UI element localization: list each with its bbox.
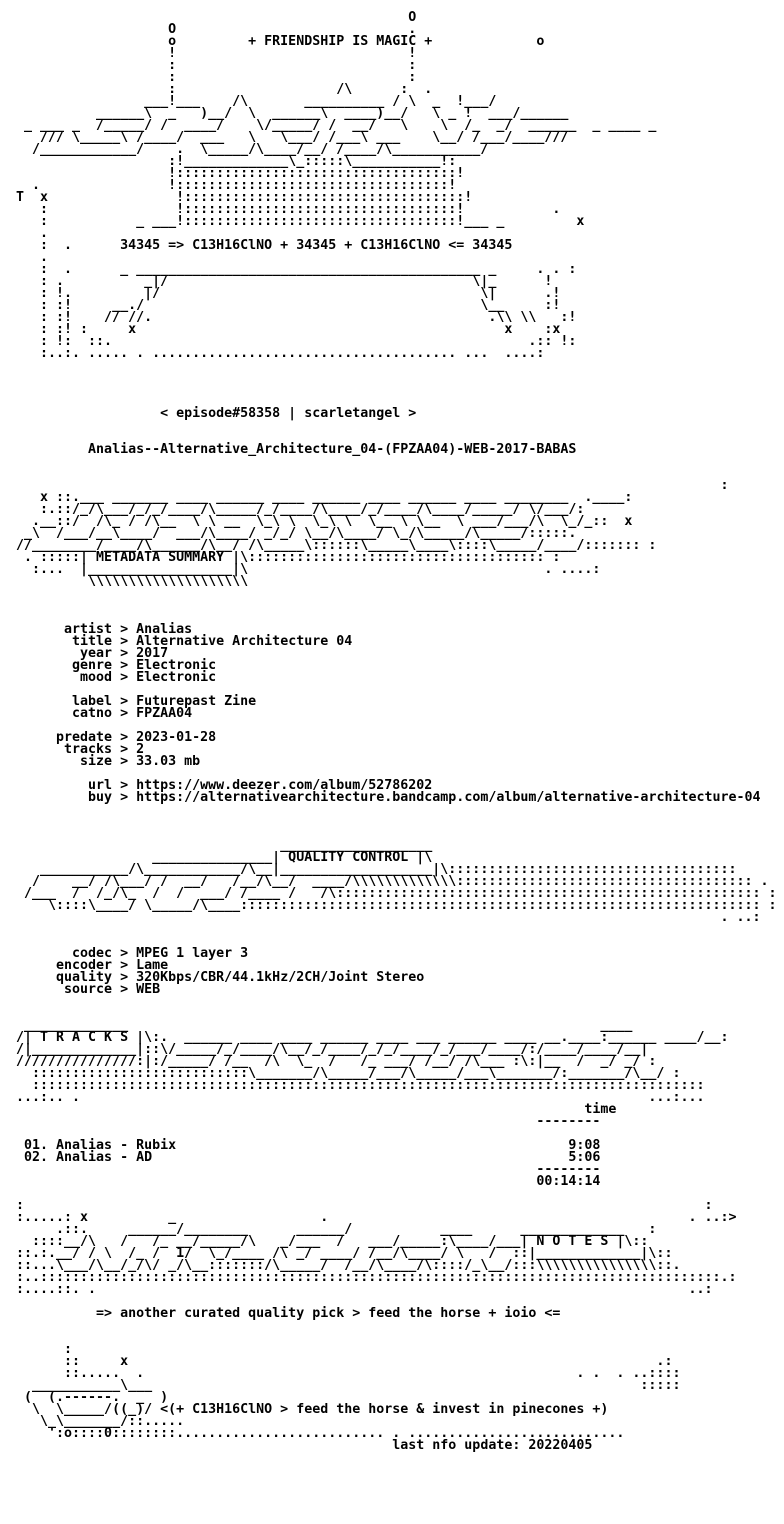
header-art-line: !:::::::::::::::::::::::::::::::::::! — [16, 166, 465, 181]
metadata-row — [16, 708, 777, 720]
metadata-row — [16, 672, 777, 684]
footer-art-line: ___________\___ ::::: — [16, 1378, 681, 1393]
track-row: 01. Analias - Rubix 9:08 — [16, 1138, 601, 1153]
header-art-line: . !::::::::::::::::::::::::::::::::::! — [16, 178, 457, 193]
notes-art-line: : : — [16, 1198, 713, 1213]
quality-art-line: _______________| QUALITY CONTROL |\ — [16, 850, 433, 865]
quality-art-line: / __/ /\___/ / __/ /__/\__/ ____/\\\\\\\\\\\\\::::::::::::::::::::::::::::::::::::: . — [16, 874, 769, 889]
metadata-row-key: mood > — [16, 670, 137, 685]
quality-row-key: source > — [16, 982, 137, 997]
tracks-divider: -------- — [16, 1162, 601, 1177]
header-art-line: : . _|/ \|_ ! — [16, 274, 553, 289]
metadata-art-line: x ::.___ _______ ____ ______ ____ ______ ____ ______ ____ ________ .____: — [16, 490, 633, 505]
metadata-row-key: title > — [16, 634, 137, 649]
metadata-row-key: artist > — [16, 622, 137, 637]
blank-line — [16, 816, 777, 828]
notes-art-line: ::.:.__/ / \ /_ / 1/ \_/____ /\ _/ ____/ /__/\____/ \ / ::|_____________|\:: — [16, 1246, 673, 1261]
header-art-line: ! ! — [16, 46, 417, 61]
metadata-title: . :::::| METADATA SUMMARY |\::::::::::::::::::::::::::::::::::::: : — [16, 550, 561, 565]
notes-art-line: :.....: x _ . . ..:> — [16, 1210, 737, 1225]
header-art-line: : /\ : . — [16, 82, 433, 97]
release-header: < episode#58358 | scarletangel > — [16, 406, 417, 421]
footer-art-line: \_\_______/::..... — [16, 1414, 185, 1429]
metadata-row-key: genre > — [16, 658, 137, 673]
blank-line — [16, 456, 777, 468]
metadata-row-value: Electronic — [136, 658, 217, 673]
footer-art-line: ':o::::0::::::::.......................... . ........................... — [16, 1426, 625, 1441]
quality-art-line: \::::\____/ \_____/\____::::::::::::::::::::::::::::::::::::::::::::::::::::::::::::::::: : — [16, 898, 777, 913]
notes-art-line: ::::__/\ / /_ __/_____/\ _/___ / ___/_____:\____/___| N O T E S |\:: — [16, 1234, 649, 1249]
metadata-row-key: catno > — [16, 706, 137, 721]
notes-art-line: :..:::::::::::::::::::::::::::::::::::::::::::::::::::::::::::::::::::::::::::::::::::::.: — [16, 1270, 737, 1285]
metadata-row-key: buy > — [16, 790, 137, 805]
release-name: Analias--Alternative_Architecture_04-(FPZAA04)-WEB-2017-BABAS — [16, 442, 577, 457]
metadata-art-line: \\\\\\\\\\\\\\\\\\\\ — [16, 574, 249, 589]
quality-row-value: Lame — [136, 958, 169, 973]
notes-text: => another curated quality pick > feed the horse + ioio <= — [16, 1306, 561, 1321]
quality-row-key: quality > — [16, 970, 137, 985]
quality-row-key: encoder > — [16, 958, 137, 973]
blank-line — [16, 588, 777, 600]
header-art-line: : . _ ___________________________________________ _ . . : — [16, 262, 577, 277]
header-art-line: ___!___ /\ __________ / \ _ !___/ — [16, 94, 497, 109]
header-art-line: : !: ::. .:: !: — [16, 334, 577, 349]
footer-art-line: ::..... . . . . ..:::: — [16, 1366, 681, 1381]
header-art-line: : : — [16, 58, 417, 73]
header-art-line: : :! // //. .\\ \\ :! — [16, 310, 577, 325]
nfo-document — [16, 12, 777, 1452]
quality-row-value: 320Kbps/CBR/44.1kHz/2CH/Joint Stereo — [136, 970, 425, 985]
blank-line — [16, 420, 777, 432]
tracks-art-line: ...:.. . ...:... — [16, 1090, 705, 1105]
header-art-line: ______\ _ )__/ \ ______\ ____)__/ \ _ ! ___/______ — [16, 106, 569, 121]
metadata-row-value: 2017 — [136, 646, 169, 661]
notes-art-line: :....::. . ..: — [16, 1282, 713, 1297]
blank-line — [16, 924, 777, 936]
quality-row — [16, 984, 777, 996]
tracks-art-line: _____________ ____ — [16, 1018, 633, 1033]
notes-art-line: ::...\___/\__/_/\/ _/\__:::::::/\_____/ /__/\____/\::::/_\__/:::\\\\\\\\\\\\\\\::. — [16, 1258, 681, 1273]
metadata-row-value: FPZAA04 — [136, 706, 193, 721]
last-update: last nfo update: 20220405 — [16, 1438, 593, 1453]
metadata-row-value: 2023-01-28 — [136, 730, 217, 745]
blank-line — [16, 1332, 777, 1344]
header-art-line: O — [16, 10, 417, 25]
quality-art-line: ___________/\____________/\__|___________________|\:::::::::::::::::::::::::::::::::::: — [16, 862, 737, 877]
blank-line — [16, 1320, 777, 1332]
footer-art-line: :: x .: — [16, 1354, 673, 1369]
metadata-row-value: Alternative Architecture 04 — [136, 634, 353, 649]
tracks-divider: -------- — [16, 1114, 601, 1129]
tracks-time-label: time — [16, 1102, 617, 1117]
tracks-art-line: /| T R A C K S |\:. ______ ____ ____ ______ ____ ___ ______ ____ __.____:______ ____/__: — [16, 1030, 729, 1045]
metadata-row-value: 33.03 mb — [136, 754, 201, 769]
metadata-row-key: size > — [16, 754, 137, 769]
header-art-line: o + FRIENDSHIP IS MAGIC + o — [16, 34, 545, 49]
quality-art-line: ___________________ — [16, 838, 433, 853]
metadata-art-line: :.::/_/\___/_/_/____/\_____/_/____/\____/_/____/\____/_____/ \/___/: — [16, 502, 585, 517]
metadata-row-key: label > — [16, 694, 137, 709]
header-art-line: : :! __./ \__ :! — [16, 298, 561, 313]
quality-row-key: codec > — [16, 946, 137, 961]
quality-row-value: WEB — [136, 982, 161, 997]
header-art-line: :!_____________\_:::::\___________!: — [16, 154, 457, 169]
tracks-art-line: ///////////////:|:/_____/ /__ /\ \_ / /_ ___/ /__/ /\___ :\:|__ / _/ _/ : — [16, 1054, 657, 1069]
metadata-row-key: year > — [16, 646, 137, 661]
footer-art-line: \ \_____/((_)/ <(+ C13H16ClNO > feed the horse & invest in pinecones +) — [16, 1402, 609, 1417]
metadata-row — [16, 792, 777, 804]
metadata-row-key: tracks > — [16, 742, 137, 757]
header-art-line: . — [16, 226, 49, 241]
header-art-line: : !::::::::::::::::::::::::::::::::::! . — [16, 202, 561, 217]
header-art-line: : :! : x x :x — [16, 322, 561, 337]
metadata-row-key: url > — [16, 778, 137, 793]
header-art-line: : : — [16, 70, 417, 85]
metadata-art-line: :... |__________________|\ . ....: — [16, 562, 601, 577]
header-art-line: T x !:::::::::::::::::::::::::::::::::::! — [16, 190, 473, 205]
track-row: 02. Analias - AD 5:06 — [16, 1150, 601, 1165]
header-art-line: : . 34345 => C13H16ClNO + 34345 + C13H16ClNO <= 34345 — [16, 238, 513, 253]
quality-art-line: /___ / /_/\_ / / ___/ /____ / /\::::::::::::::::::::::::::::::::::::::::::::::::::::: : — [16, 886, 777, 901]
metadata-row-value: Electronic — [136, 670, 217, 685]
header-art-line: : !. |/ \| .! — [16, 286, 561, 301]
metadata-art-line: .__::/ /\_ / /\__ \ \ __ \_\ \ \_\ \ \__ \ \__ \ ___/___/\ \_/_:: x — [16, 514, 633, 529]
metadata-row-value: 2 — [136, 742, 145, 757]
header-art-line: : _ ___!::::::::::::::::::::::::::::::::::!___ _ x — [16, 214, 585, 229]
footer-art-line: ( (.------. _ ) — [16, 1390, 169, 1405]
blank-line — [16, 600, 777, 612]
metadata-art-line: : — [16, 478, 729, 493]
metadata-row-value: https://www.deezer.com/album/52786202 — [136, 778, 433, 793]
tracks-art-line: :::::::::::::::::::::::::::::::::::::::::::::::::::::::::::::::::::::::::::::::::::: — [16, 1078, 705, 1093]
header-art-line: /// \_____\ /____/ ___ \ \___/ /___\ ___ \__/ /___/____/// — [16, 130, 569, 145]
header-art-line: O . — [16, 22, 417, 37]
tracks-art-line: :::::::::::::::::::::::::::\_______/\_____/___/\_____/___\_______/:_______/\__/ : — [16, 1066, 681, 1081]
blank-line — [16, 360, 777, 372]
blank-line — [16, 804, 777, 816]
metadata-row — [16, 756, 777, 768]
metadata-row-value: Futurepast Zine — [136, 694, 257, 709]
metadata-row-key: predate > — [16, 730, 137, 745]
blank-line — [16, 384, 777, 396]
footer-art-line: : — [16, 1342, 73, 1357]
quality-row-value: MPEG 1 layer 3 — [136, 946, 249, 961]
metadata-row-value: Analias — [136, 622, 193, 637]
header-art-line: _ ___ _ /_____/ / ____/ \/_____/ / __/ \ \ /_ _/ ______ _ ____ _ — [16, 118, 657, 133]
metadata-art-line: //________/____/\______/\__/ /\_____\::::::\_____\____\::::\_____/____/::::::: : — [16, 538, 657, 553]
notes-art-line: .::. ______/________ ______/ ____ _____________ : — [16, 1222, 657, 1237]
header-art-line: . — [16, 250, 49, 265]
tracks-total: 00:14:14 — [16, 1174, 601, 1189]
quality-art-line: . ..: — [16, 910, 761, 925]
header-art-line: /____________/ . \_____/\____/__/ /____/\___________/ — [16, 142, 489, 157]
tracks-art-line: /|_____________|::\/_____/_/____/\__/_/____/_/_/____/_/___/____/:/____/____/__| — [16, 1042, 649, 1057]
blank-line — [16, 996, 777, 1008]
blank-line — [16, 372, 777, 384]
header-art-line: :..:. ..... . ...................................... ... ....: — [16, 346, 545, 361]
metadata-art-line: _\ /___/__\____/ ___/\____/ _/_/ \__/\____/ \_/\_____/\_____/:::::. — [16, 526, 577, 541]
metadata-row-value: https://alternativearchitecture.bandcamp.com/album/alternative-architecture-04 — [136, 790, 761, 805]
